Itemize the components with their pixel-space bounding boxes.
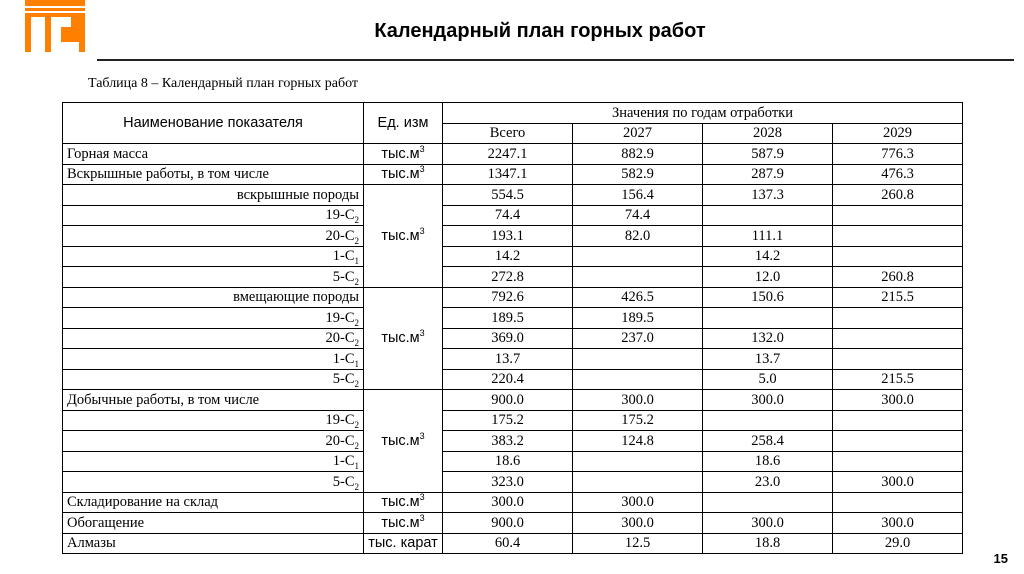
row-unit: $тыс.м^3$ bbox=[364, 164, 443, 185]
row-value: 1347.1 bbox=[443, 164, 573, 185]
row-value: 587.9 bbox=[703, 144, 833, 165]
row-value bbox=[833, 431, 963, 452]
table-row bbox=[63, 246, 963, 267]
table-caption: Таблица 8 – Календарный план горных работ bbox=[88, 76, 359, 91]
row-name: вскрышные породы bbox=[63, 185, 364, 206]
row-value: 74.4 bbox=[573, 205, 703, 226]
row-value: 13.7 bbox=[443, 349, 573, 370]
row-value: 29.0 bbox=[833, 533, 963, 554]
row-value: 287.9 bbox=[703, 164, 833, 185]
row-unit: $тыс.м^3$ bbox=[364, 144, 443, 165]
row-name: $19-С_2$ bbox=[63, 410, 364, 431]
row-value bbox=[833, 451, 963, 472]
row-unit: $тыс.м^3$ bbox=[364, 492, 443, 513]
row-value: 23.0 bbox=[703, 472, 833, 493]
row-value: 18.6 bbox=[443, 451, 573, 472]
row-unit-merged: $тыс.м^3$ bbox=[364, 185, 443, 288]
row-value: 14.2 bbox=[443, 246, 573, 267]
row-name: вмещающие породы bbox=[63, 287, 364, 308]
row-value: 300.0 bbox=[703, 513, 833, 534]
row-value: 272.8 bbox=[443, 267, 573, 288]
row-unit: тыс. карат bbox=[364, 533, 443, 554]
row-value: 260.8 bbox=[833, 267, 963, 288]
table-row bbox=[63, 369, 963, 390]
row-name: Вскрышные работы, в том числе bbox=[63, 164, 364, 185]
row-value: 900.0 bbox=[443, 390, 573, 411]
row-value bbox=[833, 205, 963, 226]
row-unit-merged: $тыс.м^3$ bbox=[364, 390, 443, 493]
row-value: 74.4 bbox=[443, 205, 573, 226]
slide-title: Календарный план горных работ bbox=[374, 20, 706, 42]
row-value bbox=[833, 226, 963, 247]
row-value: 776.3 bbox=[833, 144, 963, 165]
col-header-unit: Ед. изм bbox=[364, 103, 443, 144]
row-value: 300.0 bbox=[443, 492, 573, 513]
table-row bbox=[63, 349, 963, 370]
row-value bbox=[833, 410, 963, 431]
row-value: 300.0 bbox=[833, 472, 963, 493]
row-value: 137.3 bbox=[703, 185, 833, 206]
mining-plan-table bbox=[62, 102, 963, 554]
row-value bbox=[573, 246, 703, 267]
row-value: 476.3 bbox=[833, 164, 963, 185]
row-value: 60.4 bbox=[443, 533, 573, 554]
row-name: Горная масса bbox=[63, 144, 364, 165]
col-header-total: Всего bbox=[443, 123, 573, 144]
row-value: 12.0 bbox=[703, 267, 833, 288]
row-name: $20-С_2$ bbox=[63, 328, 364, 349]
row-value: 237.0 bbox=[573, 328, 703, 349]
row-value: 193.1 bbox=[443, 226, 573, 247]
row-value: 260.8 bbox=[833, 185, 963, 206]
col-header-2027: 2027 bbox=[573, 123, 703, 144]
table-row bbox=[63, 308, 963, 329]
table-row bbox=[63, 431, 963, 452]
table-row bbox=[63, 492, 963, 513]
row-value bbox=[573, 472, 703, 493]
row-value: 323.0 bbox=[443, 472, 573, 493]
row-name: Добычные работы, в том числе bbox=[63, 390, 364, 411]
table-row bbox=[63, 267, 963, 288]
row-value bbox=[833, 246, 963, 267]
row-value: 5.0 bbox=[703, 369, 833, 390]
row-value bbox=[833, 328, 963, 349]
row-value: 124.8 bbox=[573, 431, 703, 452]
row-value: 426.5 bbox=[573, 287, 703, 308]
row-unit: $тыс.м^3$ bbox=[364, 513, 443, 534]
row-name: $20-С_2$ bbox=[63, 226, 364, 247]
row-value bbox=[573, 267, 703, 288]
row-value: 215.5 bbox=[833, 287, 963, 308]
row-value: 215.5 bbox=[833, 369, 963, 390]
table-row bbox=[63, 451, 963, 472]
row-value: 300.0 bbox=[833, 390, 963, 411]
row-value: 554.5 bbox=[443, 185, 573, 206]
col-header-2029: 2029 bbox=[833, 123, 963, 144]
table-row bbox=[63, 185, 963, 206]
row-name: Алмазы bbox=[63, 533, 364, 554]
row-name: $19-С_2$ bbox=[63, 205, 364, 226]
row-value: 12.5 bbox=[573, 533, 703, 554]
row-value bbox=[703, 205, 833, 226]
table-row bbox=[63, 472, 963, 493]
row-value: 14.2 bbox=[703, 246, 833, 267]
table-row bbox=[63, 513, 963, 534]
table-row bbox=[63, 328, 963, 349]
row-value bbox=[833, 349, 963, 370]
row-name: $5-С_2$ bbox=[63, 267, 364, 288]
header-divider bbox=[97, 59, 1014, 61]
row-value: 383.2 bbox=[443, 431, 573, 452]
row-value: 882.9 bbox=[573, 144, 703, 165]
row-value: 18.6 bbox=[703, 451, 833, 472]
table-row bbox=[63, 410, 963, 431]
row-name: $5-С_2$ bbox=[63, 472, 364, 493]
row-value: 13.7 bbox=[703, 349, 833, 370]
row-value bbox=[573, 369, 703, 390]
row-value: 369.0 bbox=[443, 328, 573, 349]
row-value: 792.6 bbox=[443, 287, 573, 308]
table-row bbox=[63, 164, 963, 185]
row-value: 582.9 bbox=[573, 164, 703, 185]
col-header-name: Наименование показателя bbox=[63, 103, 364, 144]
row-name: $5-С_2$ bbox=[63, 369, 364, 390]
row-value bbox=[703, 492, 833, 513]
row-value bbox=[573, 349, 703, 370]
row-value: 150.6 bbox=[703, 287, 833, 308]
table-row bbox=[63, 287, 963, 308]
row-name: $1-С_1$ bbox=[63, 451, 364, 472]
table-row bbox=[63, 144, 963, 165]
row-value: 258.4 bbox=[703, 431, 833, 452]
row-value: 220.4 bbox=[443, 369, 573, 390]
row-name: Складирование на склад bbox=[63, 492, 364, 513]
row-value: 300.0 bbox=[573, 492, 703, 513]
row-value: 82.0 bbox=[573, 226, 703, 247]
row-name: $19-С_2$ bbox=[63, 308, 364, 329]
table-row bbox=[63, 205, 963, 226]
row-value: 300.0 bbox=[573, 513, 703, 534]
row-value bbox=[833, 308, 963, 329]
row-unit-merged: $тыс.м^3$ bbox=[364, 287, 443, 390]
table-row bbox=[63, 533, 963, 554]
row-name: Обогащение bbox=[63, 513, 364, 534]
row-name: $20-С_2$ bbox=[63, 431, 364, 452]
row-value bbox=[573, 451, 703, 472]
row-value: 111.1 bbox=[703, 226, 833, 247]
row-value: 156.4 bbox=[573, 185, 703, 206]
row-value: 900.0 bbox=[443, 513, 573, 534]
page-number: 15 bbox=[993, 551, 1008, 566]
row-value: 175.2 bbox=[573, 410, 703, 431]
row-value: 132.0 bbox=[703, 328, 833, 349]
table-row bbox=[63, 390, 963, 411]
row-value: 189.5 bbox=[443, 308, 573, 329]
col-header-years-group: Значения по годам отработки bbox=[443, 103, 963, 124]
row-value: 175.2 bbox=[443, 410, 573, 431]
row-value bbox=[703, 410, 833, 431]
row-value: 189.5 bbox=[573, 308, 703, 329]
row-value: 18.8 bbox=[703, 533, 833, 554]
row-value: 300.0 bbox=[573, 390, 703, 411]
row-value bbox=[833, 492, 963, 513]
row-value: 2247.1 bbox=[443, 144, 573, 165]
row-value: 300.0 bbox=[703, 390, 833, 411]
row-name: $1-С_1$ bbox=[63, 349, 364, 370]
col-header-2028: 2028 bbox=[703, 123, 833, 144]
row-value: 300.0 bbox=[833, 513, 963, 534]
row-name: $1-С_1$ bbox=[63, 246, 364, 267]
table-row bbox=[63, 226, 963, 247]
row-value bbox=[703, 308, 833, 329]
